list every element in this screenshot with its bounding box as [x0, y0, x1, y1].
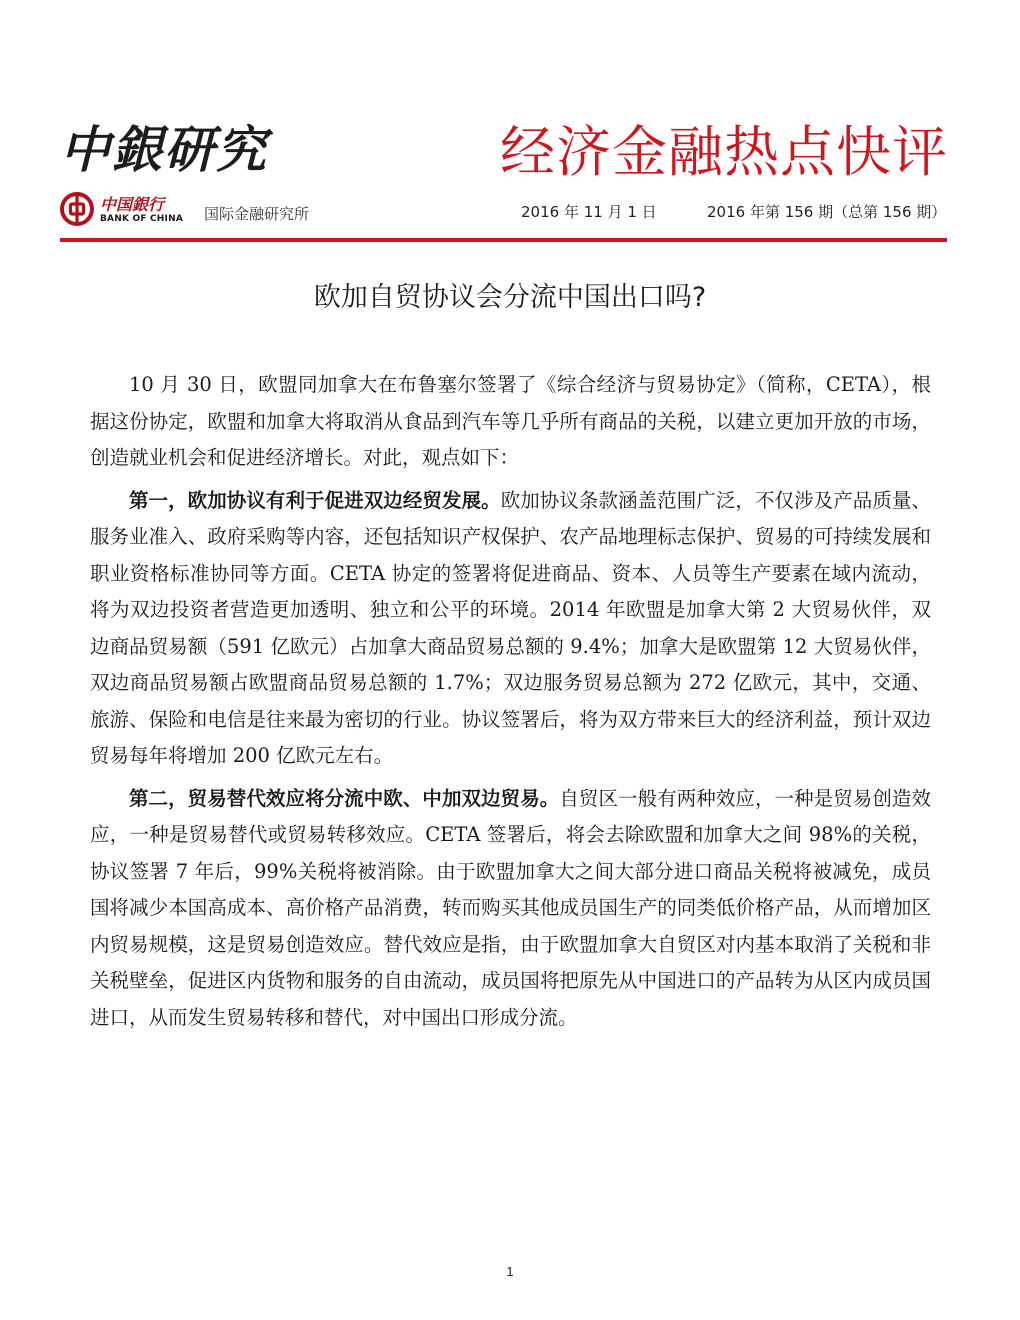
paragraph	[90, 781, 931, 1037]
bank-name-en: BANK OF CHINA	[100, 214, 183, 224]
paragraph	[90, 483, 931, 775]
institute-name: 国际金融研究所	[204, 205, 310, 223]
bank-of-china-emblem-icon	[60, 192, 94, 226]
paragraph-text: 欧加协议条款涵盖范围广泛，不仅涉及产品质量、服务业准入、政府采购等内容，还包括知识产权保护、农产品地理标志保护、贸易的可持续发展和职业资格标准协同等方面。CETA 协定的签署将促进商品、资本、人员等生产要素在域内流动，将为双边投资者营造更加透明、独立和公平的环境。2014 年欧盟是加拿大第 2 大贸易伙伴，双边商品贸易额（591 亿欧元）占加拿大商品贸易总额的 9.4%；加拿大是欧盟第 12 大贸易伙伴，双边商品贸易额占欧盟商品贸易总额的 1.7%；双边服务贸易总额为 272 亿欧元，其中，交通、旅游、保险和电信是往来最为密切的行业。协议签署后，将为双方带来巨大的经济利益，预计双边贸易每年将增加 200 亿欧元左右。	[90, 488, 931, 767]
paragraph	[90, 367, 931, 477]
paragraph-text: 自贸区一般有两种效应，一种是贸易创造效应，一种是贸易替代或贸易转移效应。CETA 签署后，将会去除欧盟和加拿大之间 98%的关税，协议签署 7 年后，99%关税将被消除。由于欧盟加拿大之间大部分进口商品关税将被减免，成员国将减少本国高成本、高价格产品消费，转而购买其他成员国生产的同类低价格产品，从而增加区内贸易规模，这是贸易创造效应。替代效应是指，由于欧盟加拿大自贸区对内基本取消了关税和非关税壁垒，促进区内货物和服务的自由流动，成员国将把原先从中国进口的产品转为从区内成员国进口，从而发生贸易转移和替代，对中国出口形成分流。	[90, 786, 931, 1029]
bank-name-cn: 中国銀行	[100, 195, 165, 214]
publication-date: 2016 年 11 月 1 日	[521, 203, 657, 221]
article-body	[90, 367, 931, 1042]
page-number: 1	[506, 1264, 514, 1279]
document-title: 欧加自贸协议会分流中国出口吗?	[313, 282, 707, 313]
calligraphy-logo: 中銀研究	[60, 120, 268, 179]
paragraph-text: 10 月 30 日，欧盟同加拿大在布鲁塞尔签署了《综合经济与贸易协定》（简称，CETA），根据这份协定，欧盟和加拿大将取消从食品到汽车等几乎所有商品的关税，以建立更加开放的市场，创造就业机会和促进经济增长。对此，观点如下：	[90, 373, 931, 469]
series-title: 经济金融热点快评	[499, 120, 948, 184]
bank-logo	[60, 190, 185, 232]
paragraph-lead: 第一，欧加协议有利于促进双边经贸发展。	[129, 488, 501, 512]
paragraph-lead: 第二，贸易替代效应将分流中欧、中加双边贸易。	[129, 786, 560, 810]
issue-number: 2016 年第 156 期（总第 156 期）	[707, 203, 947, 221]
header-divider	[60, 238, 947, 242]
